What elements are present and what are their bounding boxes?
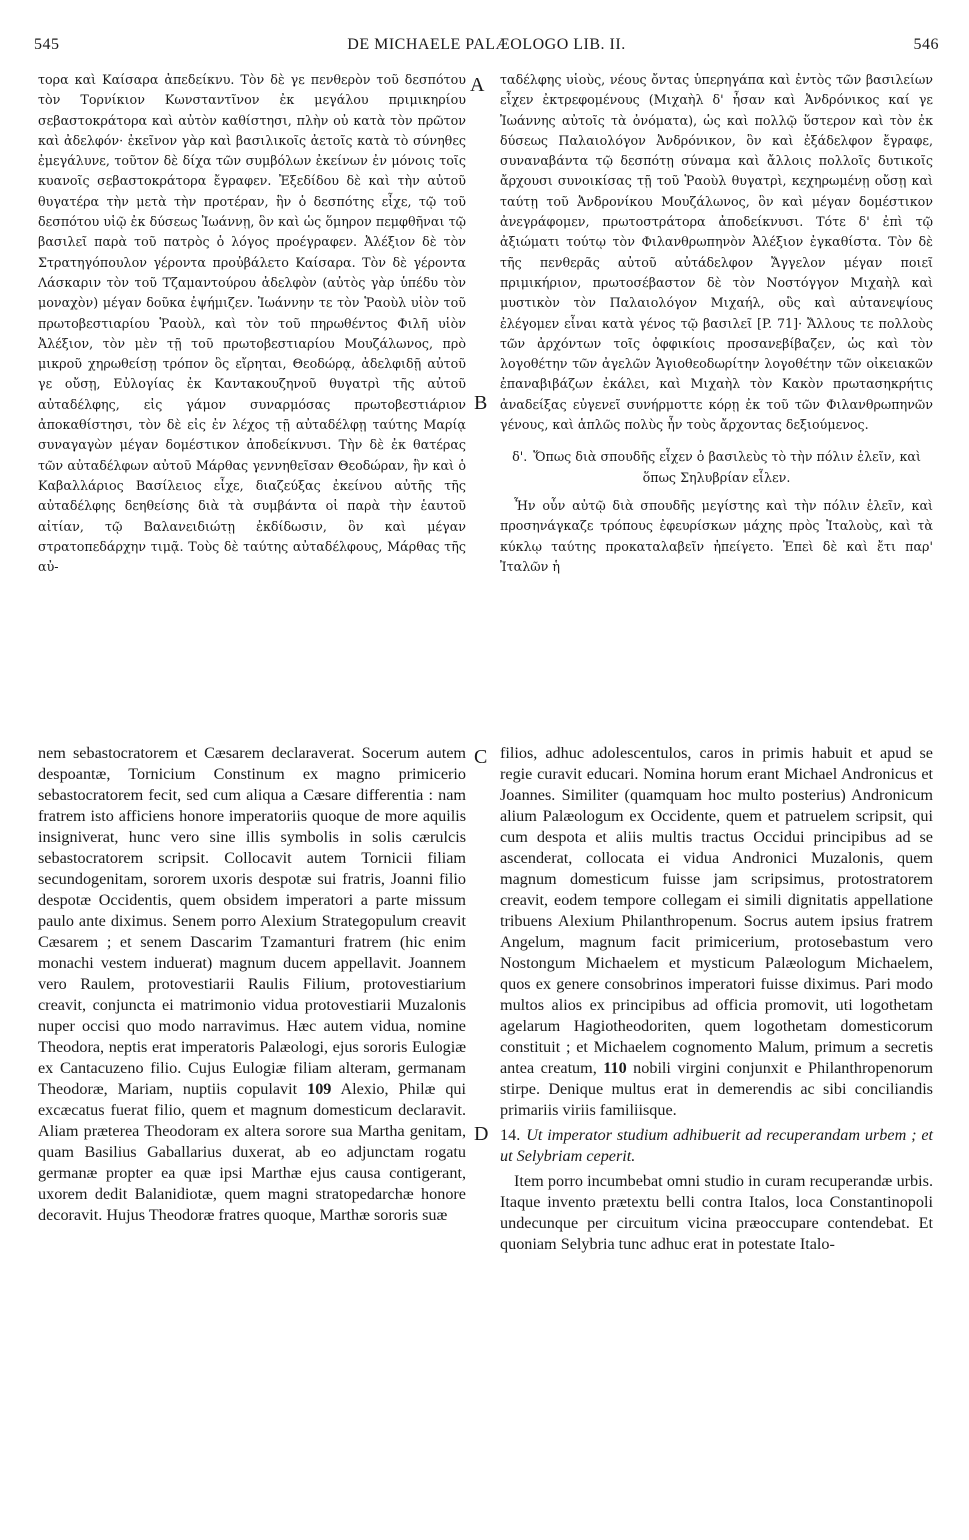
- margin-letter-c: C: [474, 746, 488, 768]
- greek-section-heading: [500, 447, 933, 488]
- latin-paragraph: Item porro incumbebat omni studio in curam recuperandæ urbis. Itaque invento prætextu belli contra Italos, loca Constantinopoli undecunque per circuitum vicina præoccupare contendebat. Et quoniam Selybria tunc adhuc erat in potestate Italo-: [500, 1172, 933, 1253]
- latin-column-right: [500, 743, 933, 1513]
- greek-section-title: Ὅπως διὰ σπουδῆς εἶχεν ὁ βασιλεὺς τὸ τὴν πόλιν ἑλεῖν, καὶ ὅπως Σηλυβρίαν εἷλεν.: [533, 449, 921, 485]
- running-header: [34, 36, 939, 58]
- margin-letter-a: A: [470, 74, 485, 96]
- margin-letter-b: B: [474, 392, 488, 414]
- latin-section-title: Ut imperator studium adhibuerit ad recuperandam urbem ; et ut Selybriam ceperit.: [500, 1126, 933, 1165]
- greek-section-number: δ'.: [512, 449, 528, 465]
- latin-section-heading: [500, 1125, 933, 1167]
- latin-paragraph: [500, 743, 933, 1121]
- page-number-right: 546: [913, 36, 939, 53]
- greek-paragraph: ταδέλφης υἱοὺς, νέους ὄντας ὑπερηγάπα καὶ ἐντὸς τῶν βασιλείων εἶχεν ἐκτρεφομένους (Μιχαὴλ δ' ἦσαν καὶ Ἀνδρόνικος καί γε Ἰωάννης αὐτοῖς τὰ ὀνόματα), ὡς καὶ πολλῷ ὕστερον καὶ τὸν ἐκ δύσεως Παλαιολόγον Ἀνδρόνικον, ὃν καὶ ἐξάδελφον ἔγραφε, συναναβάντα τῷ δεσπότῃ σύναμα καὶ ἄλλοις πολλοῖς δυτικοῖς ἄρχουσι συνοικίσας τῇ τοῦ Ῥαοὺλ θυγατρὶ, κεχηρωμένῃ οὔσῃ καὶ ταύτῃ τοῦ Ἀνδρονίκου Μουζάλωνος, ὃν καὶ μέγαν δομέστικον ἀνεγράφομεν, πρωτοστράτορα ἀποδείκνυσι. Τότε δ' ἐπὶ τῷ ἀξιώματι τούτῳ τὸν Φιλανθρωπηνὸν Ἀλέξιον ἐγκαθίστα. Τὸν δὲ τῆς πενθερᾶς αὐτοῦ αὐτάδελφον Ἄγγελον μέγαν ποιεῖ πριμικήριον, πρωτοσέβαστον δὲ τὸν Νοστόγγον Μιχαὴλ καὶ μυστικὸν τὸν Παλαιολόγον Μιχαήλ, οὓς καὶ αὐτανεψίους ἐλέγομεν εἶναι κατὰ γένος τῷ βασιλεῖ [P. 71]· Ἄλλους τε πολλοὺς τῶν ἀρχόντων τοῖς ὀφφικίοις προσανεβίβαζεν, ὡς καὶ τὸν λογοθέτην τῶν ἀγελῶν Ἁγιοθεοδωρίτην λογοθέτην τῶν οἰκειακῶν ἐπαναβιβάζων ἐκάλει, καὶ Μιχαὴλ τὸν Κακὸν πρωτασηκρήτις ἀναδείξας εὐγενεῖ συνήρμοττε κόρῃ ἐκ τοῦ τῶν Φιλανθρωπηνῶν γένους, καὶ ἁπλῶς πολὺς ἦν τοὺς ἄρχοντας δεξιούμενος.: [500, 72, 933, 433]
- greek-column-right: [500, 70, 933, 710]
- greek-column-left: [38, 70, 466, 710]
- edition-page-number: 110: [603, 1059, 627, 1077]
- latin-text: nem sebastocratorem et Cæsarem declaraverat. Socerum autem despoantæ, Tornicium Constinum ex magno primicerio sebastocratorem fecit, sed cum aliqua a Cæsare differentia : nam fratrem isto afficiens honore imperatoriis quoque de more aquilis insigniverat, hunc vero sine illis symbolis in solis cærulcis sebastocratorem scripsit. Collocavit autem Tornicii filiam secundogenitam, sororem uxoris despotæ sui fratris, Joanni filio despotæ Occidentis, quem obsidem imperatori a parte missum paulo ante diximus. Senem porro Alexium Strategopulum creavit Cæsarem ; et senem Dascarim Tzamanturi fratrem (hic enim monachi vestem induerat) magnum ducem appellavit. Joannem vero Raulem, protovestiarii Raulis Filium, protovestiarium creavit, conjuncta ei matrimonio vidua protovestiarii Muzalonis nuper occisi quo modo narravimus. Hæc autem vidua, nomine Theodora, neptis erat imperatoris Palæologi, ejus sororis Eulogiæ ex Cantacuzeno filio. Cujus Eulogiæ filiam alteram, germanam Theodoræ, Mariam, nuptiis copulavit: [38, 744, 466, 1098]
- latin-column-left: [38, 743, 466, 1513]
- latin-text: filios, adhuc adolescentulos, caros in primis habuit et apud se regie curavit educari. Nomina horum erant Michael Andronicus et Joannes. Similiter (quamquam hoc multo posterius) Andronicum alium Palæologum ex Occidente, quem et patruelem scripsit, qui cum despota et aliis multis tractus Occidui principibus ad se ascenderat, collocata ei vidua Andronici Muzalonis, quem magnum domesticum fuisse jam scripsimus, protostratorem creavit, eodem tempore collegam ei simili dignitatis appellatione tribuens Alexium Philanthropenum. Socrus autem ipsius fratrem Angelum, magnum facit primicerium, protosebastum vero Nostongum Michaelem et mysticum Palæologum Michaelem, quos ex genere consobrinos imperatori fuisse diximus. Pari modo multos alios ex principibus ad officia promovit, uti logothetam agelarum Hagiotheodoriten, quem logothetam domesticorum constituit ; et Michaelem cognomento Malum, primum a secretis antea creatum,: [500, 744, 933, 1077]
- latin-paragraph: [38, 743, 466, 1226]
- latin-text: nobili virgini conjunxit e Philanthropenorum stirpe. Denique multus erat in demerendis ac sibi conciliandis primariis viriis familiisque.: [500, 1059, 934, 1119]
- running-title: DE MICHAELE PALÆOLOGO LIB. II.: [347, 36, 626, 53]
- greek-paragraph: τορα καὶ Καίσαρα ἀπεδείκνυ. Τὸν δὲ γε πενθερὸν τοῦ δεσπότου τὸν Τορνίκιον Κωνσταντῖνον ἐκ μεγάλου πριμικηρίου σεβαστοκράτορα καὶ αὐτὸν καθίστησι, πλὴν οὐ κατὰ τὸν πρῶτον καὶ ἀδελφόν· ἐκεῖνον γὰρ καὶ βασιλικοῖς ἀετοῖς κατὰ τὸ σύνηθες ἐμεγάλυνε, τοῦτον δὲ δίχα τῶν συμβόλων ἐκείνων ἐν μόνοις τοῖς κυανοῖς σεβαστοκράτορα ἔγραφεν. Ἐξεδίδου δὲ καὶ τὴν αὐτοῦ θυγατέρα τὴν μετὰ τὴν προτέραν, ἣν ὁ δεσπότης εἶχε, τῷ τοῦ δεσπότου υἱῷ ἐκ δύσεως Ἰωάννῃ, ὃν καὶ ὡς ὅμηρον πεμφθῆναι τῷ βασιλεῖ παρὰ τοῦ πατρὸς ὁ λόγος προέγραφεν. Ἀλέξιον δὲ τὸν Στρατηγόπουλον γέροντα προὐβάλετο Καίσαρα. Τὸν δὲ γέροντα Λάσκαριν τὸν τοῦ Τζαμαντούρου ἀδελφὸν (αὐτὸς γὰρ ὑπέδυ τὸν μοναχὸν) μέγαν δοῦκα ἐψήμιζεν. Ἰωάννην τε τὸν Ῥαοὺλ υἱὸν τοῦ πρωτοβεστιαρίου Ῥαοὺλ, καὶ τὸν τοῦ πηρωθέντος Φιλῆ υἱὸν Ἀλέξιον, τὸν μὲν τῇ τοῦ πρωτοβεστιαρίου Μουζάλωνος, πρὸ μικροῦ χηρωθείσῃ τρόπον ὃς εἴρηται, Θεοδώρᾳ, ἀδελφιδῇ αὐτοῦ γε οὔσῃ, Εὐλογίας ἐκ Καντακουζηνοῦ θυγατρὶ τῆς αὐτοῦ αὐταδέλφης, εἰς γάμον συναρμόσας πρωτοβεστιάριον ἀποκαθίστησι, τὸν δὲ εἰς ἐν λέχος τῇ αὐταδέλφῃ ταύτης Μαρίᾳ συναγαγὼν μέγαν δομέστικον ἀποδείκνυσι. Τὴν δὲ ἐκ θατέρας τῶν αὐταδέλφων αὐτοῦ Μάρθας γεννηθεῖσαν Θεοδώραν, ἣν καὶ ὁ Καβαλλάριος Βασίλειος εἶχε, διαζεύξας ἐκείνου αὐτῆς τῆς αὐταδέλφης δεηθείσης διὰ τὰ συμβάντα οἱ παρὰ τὴν ἑαυτοῦ αἰτίαν, τῷ Βαλανειδιώτῃ ἐκδίδωσιν, ὃν καὶ μέγαν στρατοπεδάρχην τιμᾷ. Τοὺς δὲ ταύτης αὐταδέλφους, Μάρθας τῆς αὐ-: [38, 72, 466, 575]
- latin-text: Alexio, Philæ qui excæcatus fuerat filio, quem et magnum domesticum declaravit. Aliam præterea Theodoram ex altera sorore sua Martha genitam, quam Basilius Gaballarius duxerat, ab eo adjunctam rogatu germanæ propter ea quæ ipsi Marthæ ejus causa contigerant, uxorem dedit Balanidiotæ, quem magni stratopedarchæ honore decoravit. Hujus Theodoræ fratres quoque, Marthæ sororis suæ: [38, 1080, 467, 1224]
- edition-page-number: 109: [307, 1080, 332, 1098]
- greek-paragraph: Ἦν οὖν αὐτῷ διὰ σπουδῆς μεγίστης καὶ τὴν πόλιν ἑλεῖν, καὶ προσηνάγκαζε τρόπους ἐφευρίσκων μάχης πρὸς Ἰταλοὺς, καὶ τὰ κύκλῳ ταύτης προκαταλαβεῖν ἠπείγετο. Ἐπεὶ δὲ καὶ ἔτι παρ' Ἰταλῶν ἡ: [500, 497, 933, 574]
- page-number-left: 545: [34, 36, 60, 53]
- latin-section-number: 14.: [500, 1126, 521, 1144]
- margin-letter-d: D: [474, 1123, 489, 1145]
